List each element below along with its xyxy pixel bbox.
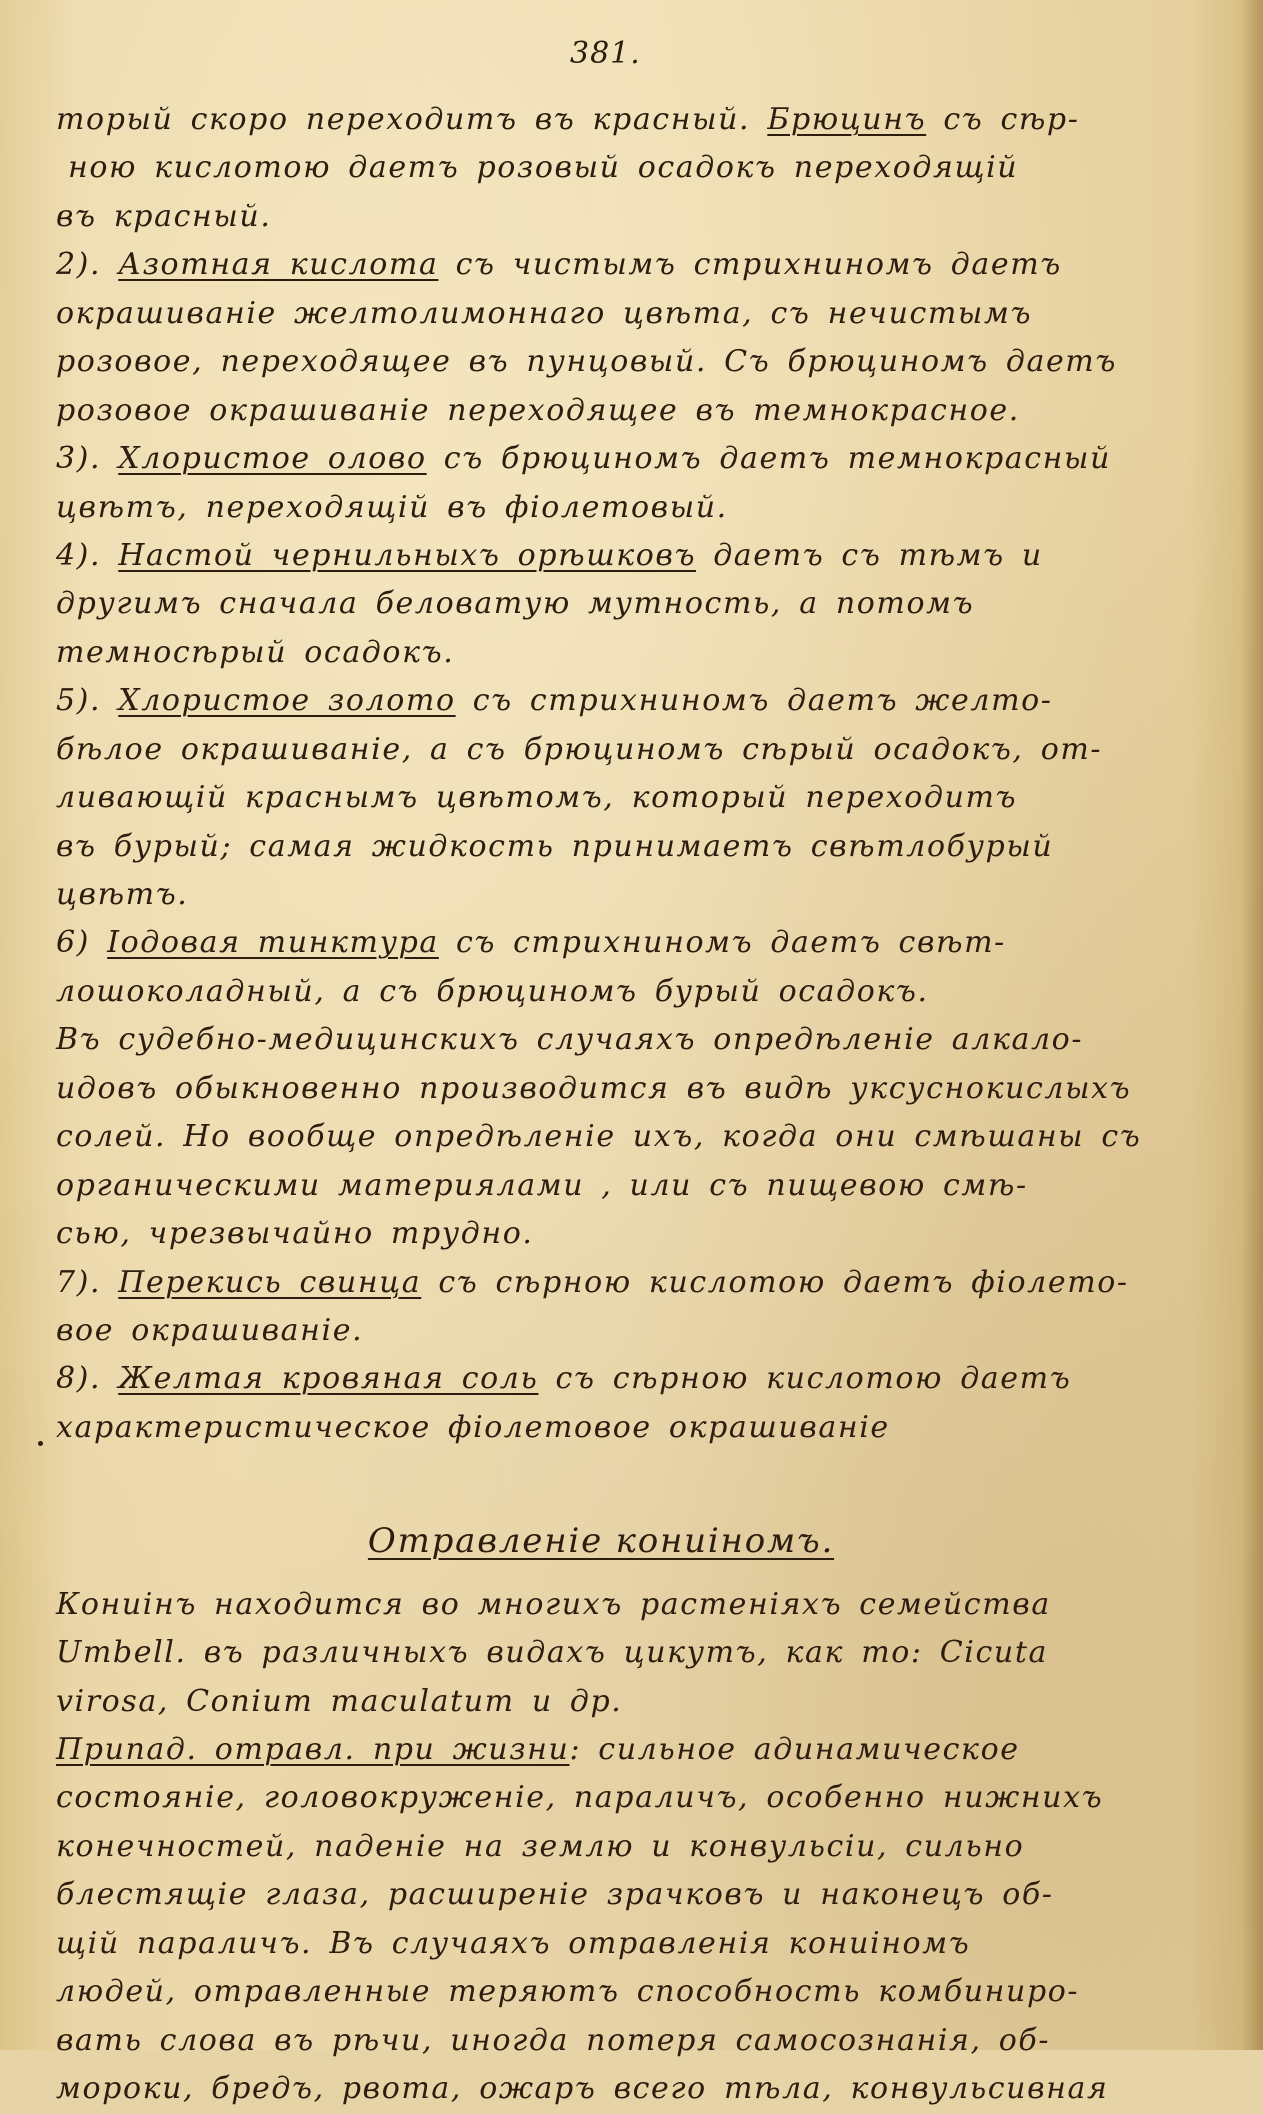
text-run: темносѣрый осадокъ. bbox=[56, 634, 455, 670]
text-run: ливающій краснымъ цвѣтомъ, который переходитъ bbox=[56, 780, 1018, 816]
text-line bbox=[56, 2017, 1146, 2065]
text-run: сью, чрезвычайно трудно. bbox=[56, 1216, 534, 1252]
text-run: 4). bbox=[56, 537, 119, 573]
text-line bbox=[56, 1678, 1146, 1726]
text-line bbox=[56, 241, 1146, 289]
text-line bbox=[56, 1629, 1146, 1677]
text-run: цвѣтъ, переходящій въ фiолетовый. bbox=[56, 489, 728, 525]
body-text bbox=[56, 96, 1146, 2114]
text-run: 2). bbox=[56, 247, 119, 283]
text-line bbox=[56, 387, 1146, 435]
text-run: : сильное адинамическое bbox=[569, 1732, 1020, 1767]
text-line bbox=[56, 1581, 1146, 1629]
text-line bbox=[56, 629, 1146, 677]
text-run: идовъ обыкновенно производится въ видѣ уксуснокислыхъ bbox=[56, 1070, 1132, 1106]
text-line bbox=[56, 1404, 1146, 1452]
text-run: вать слова въ рѣчи, иногда потеря самосознанiя, об- bbox=[56, 2022, 1051, 2058]
text-run: съ сѣрною кислотою даетъ фiолето- bbox=[421, 1264, 1129, 1300]
text-run: въ бурый; самая жидкость принимаетъ свѣтлобурый bbox=[56, 828, 1054, 864]
text-run: ною кислотою даетъ розовый осадокъ переходящій bbox=[68, 150, 1019, 186]
text-run: блестящiе глаза, расширенiе зрачковъ и наконецъ об- bbox=[56, 1877, 1054, 1913]
text-run: Въ судебно-медицинскихъ случаяхъ опредѣленiе алкало- bbox=[56, 1022, 1084, 1058]
text-run: торый скоро переходитъ въ красный. bbox=[56, 102, 768, 137]
text-run: окрашиванiе желтолимоннаго цвѣта, съ нечистымъ bbox=[56, 295, 1033, 331]
text-run: съ стрихниномъ даетъ желто- bbox=[455, 683, 1053, 719]
text-run: людей, отравленные теряютъ способность комбинирo- bbox=[56, 1974, 1080, 2010]
underlined-term: Брюцинъ bbox=[767, 102, 927, 137]
text-line bbox=[56, 1016, 1146, 1064]
text-line bbox=[56, 532, 1146, 580]
text-run: бѣлое окрашиванiе, а съ брюциномъ сѣрый осадокъ, от- bbox=[56, 731, 1103, 767]
text-run: состоянiе, головокруженiе, параличъ, особенно нижнихъ bbox=[56, 1780, 1104, 1816]
text-run: конечностей, паденiе на землю и конвульсiи, сильно bbox=[56, 1828, 1025, 1864]
text-line bbox=[56, 2065, 1146, 2113]
text-line bbox=[56, 144, 1146, 192]
page-edge-shadow bbox=[1241, 0, 1263, 2050]
text-run: даетъ съ тѣмъ и bbox=[696, 537, 1043, 573]
text-line bbox=[56, 193, 1146, 241]
text-run: органическими материялами , или съ пищевою смѣ- bbox=[56, 1167, 1028, 1203]
text-line bbox=[56, 823, 1146, 871]
text-run: 6) bbox=[56, 925, 108, 961]
text-run: virosa, Conium maculatum и др. bbox=[56, 1683, 623, 1719]
text-line bbox=[56, 484, 1146, 532]
text-line bbox=[56, 968, 1146, 1016]
text-run: съ сѣр- bbox=[926, 102, 1080, 137]
text-run: въ красный. bbox=[56, 198, 272, 234]
underlined-term: Настой чернильныхъ орѣшковъ bbox=[118, 537, 697, 573]
text-line bbox=[56, 726, 1146, 774]
text-run: 8). bbox=[56, 1361, 119, 1397]
section-heading bbox=[56, 1501, 1146, 1581]
text-run: другимъ сначала беловатую мутность, а потомъ bbox=[56, 586, 975, 622]
text-run: 5). bbox=[56, 683, 119, 719]
text-line bbox=[56, 677, 1146, 725]
text-run: съ стрихниномъ даетъ свѣт- bbox=[438, 925, 1006, 961]
text-run: вое окрашиванiе. bbox=[56, 1312, 364, 1348]
text-run: характеристическое фiолетовое окрашиванiе bbox=[56, 1409, 890, 1445]
text-line bbox=[56, 290, 1146, 338]
text-run: цвѣтъ. bbox=[56, 877, 189, 912]
text-line bbox=[56, 774, 1146, 822]
text-run: Umbell. въ различныхъ видахъ цикутъ, как то: Cicuta bbox=[56, 1635, 1048, 1671]
underlined-term: Хлористое золото bbox=[118, 683, 456, 719]
text-line bbox=[56, 919, 1146, 967]
text-line bbox=[56, 1871, 1146, 1919]
text-line bbox=[56, 1774, 1146, 1822]
text-run: розовое, переходящее въ пунцовый. Съ брюциномъ даетъ bbox=[56, 344, 1117, 380]
text-line bbox=[56, 1968, 1146, 2016]
underlined-term: Хлористое олово bbox=[118, 441, 427, 477]
underlined-term: Iодовая тинктура bbox=[107, 925, 439, 961]
text-run: мороки, бредъ, рвота, ожаръ всего тѣла, конвульсивная bbox=[56, 2071, 1109, 2107]
text-run: съ сѣрною кислотою даетъ bbox=[538, 1361, 1072, 1397]
text-line bbox=[56, 871, 1146, 919]
text-run: 7). bbox=[56, 1264, 119, 1300]
text-run: съ чистымъ стрихниномъ даетъ bbox=[438, 247, 1062, 283]
text-line bbox=[56, 1920, 1146, 1968]
page-number: 381. bbox=[570, 36, 641, 71]
text-line bbox=[56, 338, 1146, 386]
text-line bbox=[56, 1210, 1146, 1258]
text-run: 3). bbox=[56, 441, 119, 477]
text-line bbox=[56, 1355, 1146, 1403]
underlined-term: Желтая кровяная соль bbox=[118, 1361, 539, 1397]
text-line bbox=[56, 1113, 1146, 1161]
ink-spot bbox=[38, 1441, 43, 1446]
text-run: щiй параличъ. Въ случаяхъ отравленiя кониiномъ bbox=[56, 1925, 971, 1961]
text-line bbox=[56, 580, 1146, 628]
text-run: солей. Но вообще опредѣленiе ихъ, когда они смѣшаны съ bbox=[56, 1119, 1142, 1155]
text-line bbox=[56, 1726, 1146, 1774]
text-run: лошоколадный, а съ брюциномъ бурый осадокъ. bbox=[56, 973, 929, 1009]
section-heading-text: Отравленiе кониiномъ. bbox=[367, 1520, 835, 1561]
text-run: Кониiнъ находится во многихъ растенiяхъ семейства bbox=[56, 1586, 1051, 1622]
underlined-term: Азотная кислота bbox=[118, 247, 439, 283]
text-run: розовое окрашиванiе переходящее въ темнокрасное. bbox=[56, 392, 1020, 428]
text-line bbox=[56, 435, 1146, 483]
text-line bbox=[56, 1162, 1146, 1210]
section-gap bbox=[56, 1452, 1146, 1500]
text-line bbox=[56, 1259, 1146, 1307]
underlined-term: Перекись свинца bbox=[118, 1264, 422, 1300]
text-run: съ брюциномъ даетъ темнокрасный bbox=[426, 441, 1111, 477]
text-line bbox=[56, 96, 1146, 144]
text-line bbox=[56, 1823, 1146, 1871]
text-line bbox=[56, 1307, 1146, 1355]
text-line bbox=[56, 1065, 1146, 1113]
underlined-term: Припад. отравл. при жизни bbox=[56, 1732, 570, 1767]
